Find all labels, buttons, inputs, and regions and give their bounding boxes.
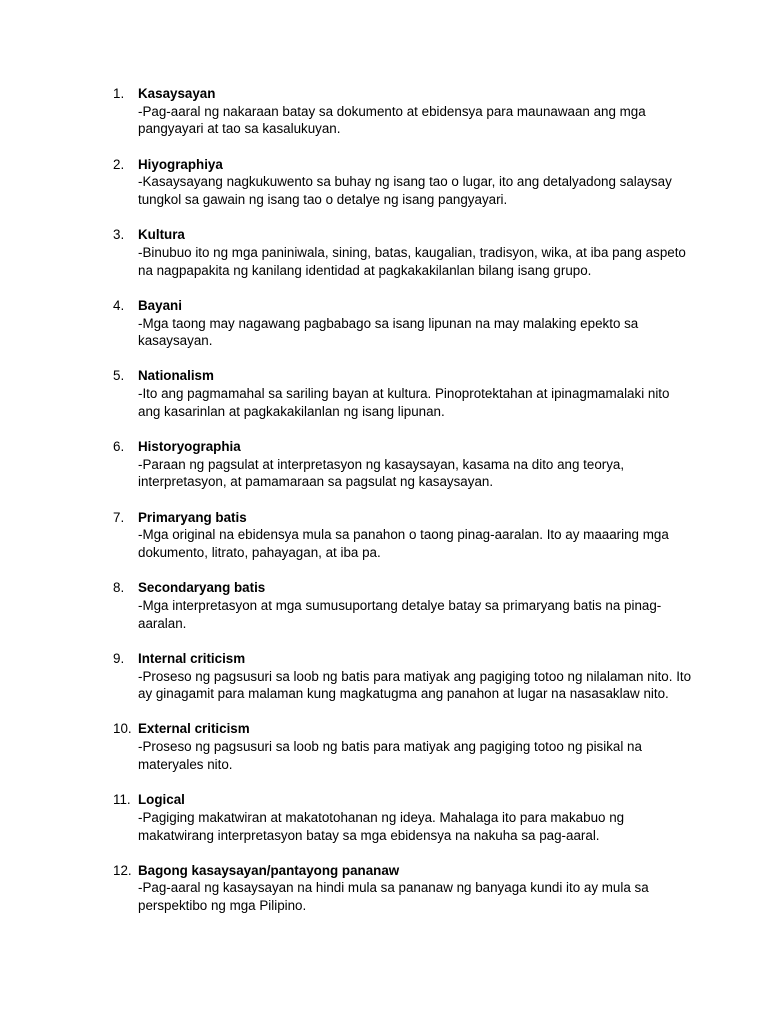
item-number: 9. bbox=[113, 650, 125, 666]
item-definition: -Kasaysayang nagkukuwento sa buhay ng isang tao o lugar, ito ang detalyadong salaysay tungkol sa gawain ng isang tao o detalye ng isang pangyayari. bbox=[138, 174, 672, 208]
item-term: Kultura bbox=[138, 227, 185, 243]
item-definition: -Paraan ng pagsulat at interpretasyon ng kasaysayan, kasama na dito ang teorya, interpretasyon, at pamamaraan sa pagsulat ng kasaysayan. bbox=[138, 456, 625, 490]
item-term: Nationalism bbox=[138, 368, 214, 384]
list-item bbox=[113, 226, 693, 279]
item-term: External criticism bbox=[138, 721, 250, 737]
item-number: 2. bbox=[113, 156, 125, 172]
item-definition: -Pagiging makatwiran at makatotohanan ng ideya. Mahalaga ito para makabuo ng makatwirang interpretasyon batay sa mga ebidensya na nakuha sa pag-aaral. bbox=[138, 809, 625, 843]
item-term: Primaryang batis bbox=[138, 509, 247, 525]
item-definition: -Mga original na ebidensya mula sa panahon o taong pinag-aaralan. Ito ay maaaring mga dokumento, litrato, pahayagan, at iba pa. bbox=[138, 527, 669, 561]
list-item bbox=[113, 579, 693, 632]
item-number: 4. bbox=[113, 297, 125, 313]
item-number: 1. bbox=[113, 86, 125, 101]
item-term: Hiyographiya bbox=[138, 156, 223, 172]
item-definition: -Ito ang pagmamahal sa sariling bayan at kultura. Pinoprotektahan at ipinagmamalaki nito ang kasarinlan at pagkakakilanlan ng isang lipunan. bbox=[138, 386, 670, 419]
item-term: Secondaryang batis bbox=[138, 580, 266, 596]
item-definition: -Binubuo ito ng mga paniniwala, sining, batas, kaugalian, tradisyon, wika, at iba pang aspeto na nagpapakita ng kanilang identidad at pagkakakilanlan bilang isang grupo. bbox=[138, 244, 686, 278]
list-item bbox=[113, 367, 693, 420]
item-number: 8. bbox=[113, 580, 125, 596]
list-item bbox=[113, 85, 693, 138]
item-term: Bagong kasaysayan/pantayong pananaw bbox=[138, 862, 400, 878]
list-item bbox=[113, 297, 693, 350]
list-item bbox=[113, 791, 693, 844]
list-item bbox=[113, 650, 693, 703]
list-item bbox=[113, 862, 693, 915]
item-definition: -Proseso ng pagsusuri sa loob ng batis para matiyak ang pagiging totoo ng nilalaman nito. Ito ay ginagamit para malaman kung magkatugma ang panahon at lugar na nasasaklaw nito. bbox=[138, 668, 692, 702]
item-definition: -Proseso ng pagsusuri sa loob ng batis para matiyak ang pagiging totoo ng pisikal na materyales nito. bbox=[138, 739, 642, 772]
item-number: 11. bbox=[113, 792, 131, 808]
glossary-list bbox=[113, 85, 693, 932]
item-term: Historyographia bbox=[138, 439, 241, 455]
list-item bbox=[113, 156, 693, 209]
list-item bbox=[113, 509, 693, 562]
item-number: 7. bbox=[113, 509, 125, 525]
item-term: Kasaysayan bbox=[138, 86, 216, 101]
item-term: Internal criticism bbox=[138, 650, 246, 666]
list-item bbox=[113, 720, 693, 773]
item-number: 5. bbox=[113, 368, 125, 384]
item-number: 3. bbox=[113, 227, 125, 243]
item-definition: -Pag-aaral ng nakaraan batay sa dokumento at ebidensya para maunawaan ang mga pangyayari at tao sa kasalukuyan. bbox=[138, 103, 646, 137]
item-number: 10. bbox=[113, 721, 132, 737]
item-term: Bayani bbox=[138, 297, 182, 313]
list-item bbox=[113, 438, 693, 491]
item-number: 12. bbox=[113, 862, 132, 878]
item-definition: -Mga interpretasyon at mga sumusuportang detalye batay sa primaryang batis na pinag-aaralan. bbox=[138, 597, 662, 631]
item-definition: -Mga taong may nagawang pagbabago sa isang lipunan na may malaking epekto sa kasaysayan. bbox=[138, 315, 639, 349]
item-definition: -Pag-aaral ng kasaysayan na hindi mula sa pananaw ng banyaga kundi ito ay mula sa perspektibo ng mga Pilipino. bbox=[138, 880, 649, 914]
item-term: Logical bbox=[138, 792, 185, 808]
item-number: 6. bbox=[113, 439, 125, 455]
